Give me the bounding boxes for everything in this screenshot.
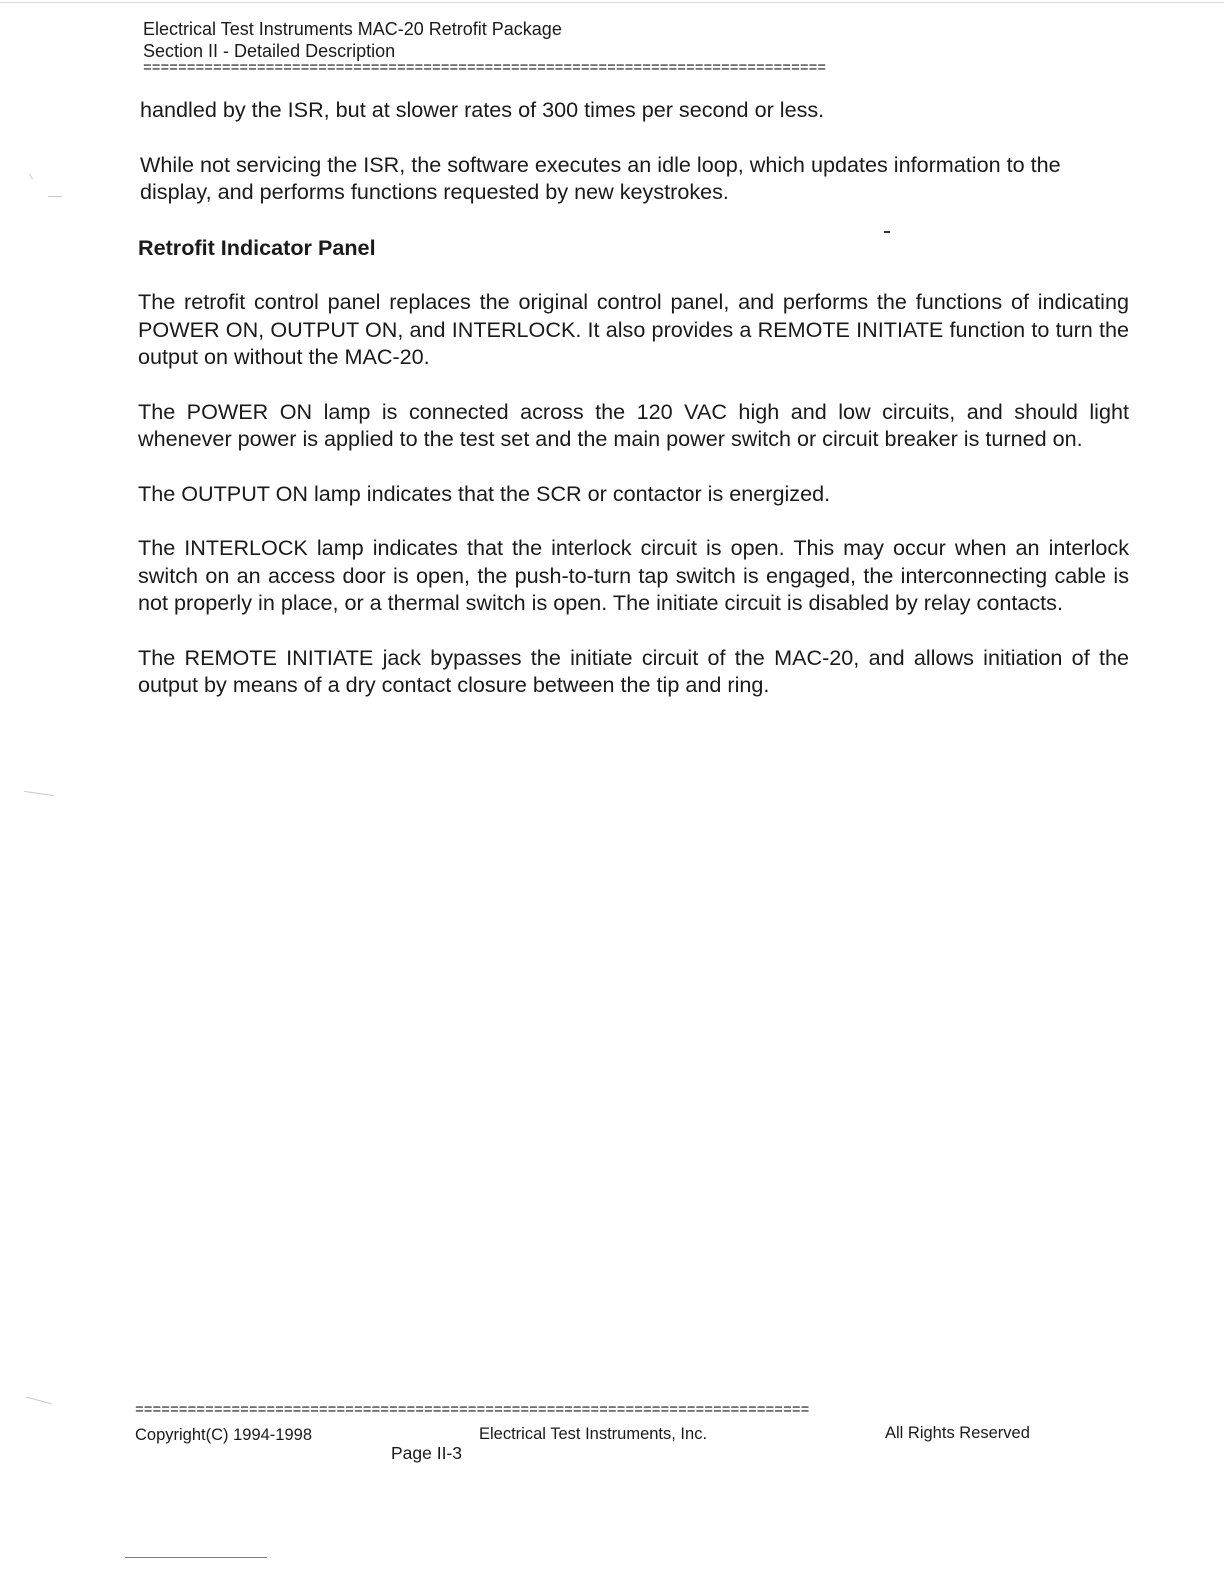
- footer-copyright: Copyright(C) 1994-1998: [135, 1426, 313, 1444]
- paragraph-retrofit-panel: The retrofit control panel replaces the original control panel, and performs the functions of indicating POWER ON, OUTPUT ON, and INTERLOCK. It also provides a REMOTE INITIATE function to turn the output on without the MAC-20.: [138, 289, 1129, 369]
- top-edge-rule: [0, 2, 1224, 3]
- bottom-edge-line: [125, 1557, 267, 1558]
- footer-separator: =============================================================================: [135, 1404, 810, 1418]
- footer-row: [135, 1426, 1045, 1452]
- header-separator: ==============================================================================: [143, 62, 827, 76]
- footer-company: Electrical Test Instruments, Inc.: [479, 1425, 708, 1443]
- scan-artifact-mark: [29, 174, 33, 180]
- header-title: Electrical Test Instruments MAC-20 Retrofit Package: [143, 19, 562, 39]
- paragraph-idle-loop: While not servicing the ISR, the software executes an idle loop, which updates information to the display, and performs functions requested by new keystrokes.: [140, 151, 1061, 204]
- footer-rights: All Rights Reserved: [885, 1424, 1030, 1442]
- scan-artifact-mark: [48, 196, 62, 197]
- document-body: [138, 96, 1129, 726]
- paragraph-isr-rates: handled by the ISR, but at slower rates of 300 times per second or less.: [140, 97, 825, 122]
- page-number: Page II-3: [391, 1443, 463, 1463]
- page-footer: [135, 1404, 1045, 1452]
- paragraph-interlock-lamp: The INTERLOCK lamp indicates that the interlock circuit is open. This may occur when an interlock switch on an access door is open, the push-to-turn tap switch is engaged, the interconnecting cable is not properly in place, or a thermal switch is open. The initiate circuit is disabled by relay contacts.: [138, 535, 1129, 615]
- paragraph-remote-initiate: The REMOTE INITIATE jack bypasses the initiate circuit of the MAC-20, and allows initiation of the output by means of a dry contact closure between the tip and ring.: [138, 644, 1129, 697]
- page-header: [143, 18, 1038, 76]
- scan-artifact-mark: [26, 1397, 51, 1405]
- scan-artifact-mark: [24, 791, 54, 796]
- header-section: Section II - Detailed Description: [143, 41, 396, 61]
- paragraph-power-on-lamp: The POWER ON lamp is connected across the 120 VAC high and low circuits, and should light whenever power is applied to the test set and the main power switch or circuit breaker is turned on.: [138, 398, 1129, 451]
- section-heading: Retrofit Indicator Panel: [138, 234, 376, 260]
- paragraph-output-on-lamp: The OUTPUT ON lamp indicates that the SCR or contactor is energized.: [138, 480, 831, 506]
